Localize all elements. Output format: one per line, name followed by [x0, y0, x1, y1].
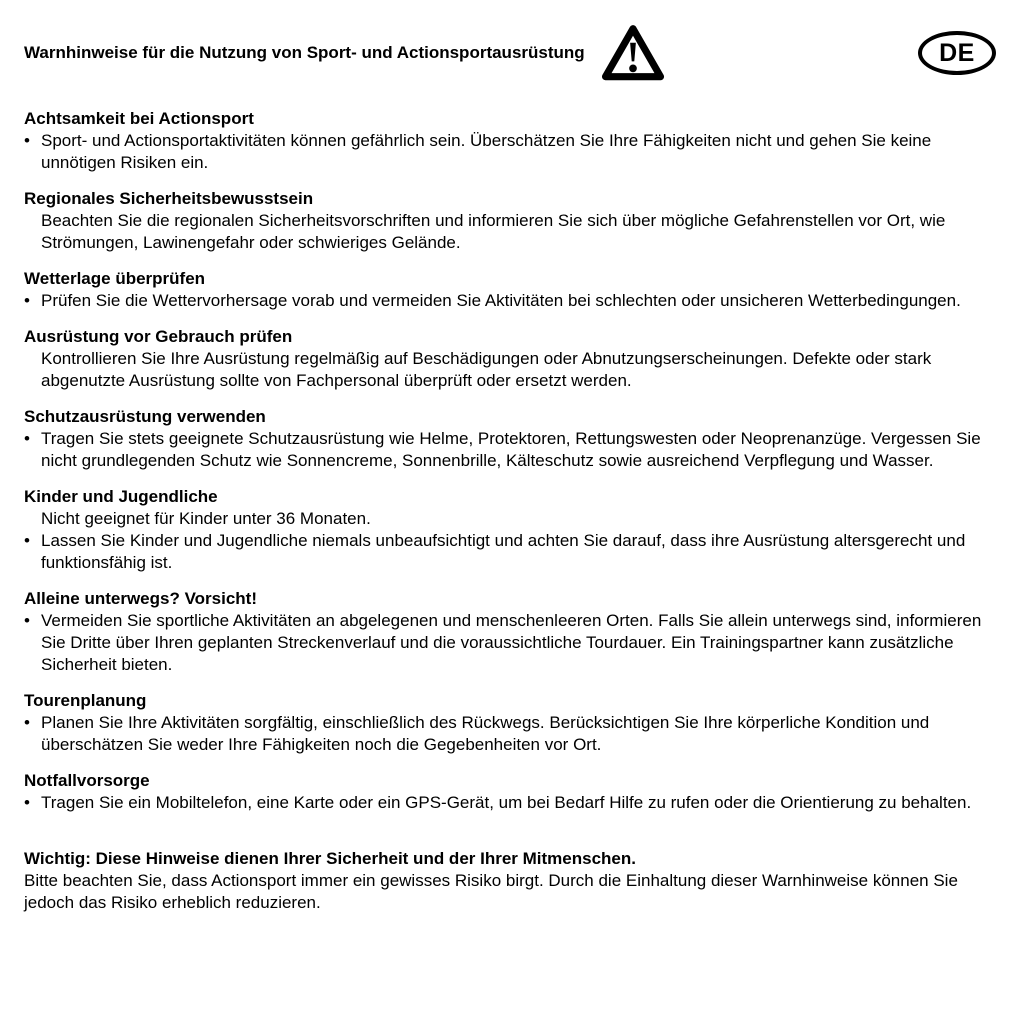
section-kinder	[24, 486, 1000, 574]
list-item	[24, 530, 1000, 574]
section-heading: Schutzausrüstung verwenden	[24, 407, 266, 426]
bullet-icon: •	[24, 793, 30, 812]
list-item-text: Nicht geeignet für Kinder unter 36 Monaten.	[41, 509, 371, 528]
language-badge	[918, 31, 996, 75]
list-item	[24, 508, 1000, 530]
section-heading: Wetterlage überprüfen	[24, 269, 206, 288]
page-title: Warnhinweise für die Nutzung von Sport- und Actionsportausrüstung	[24, 43, 585, 62]
section-heading: Notfallvorsorge	[24, 771, 150, 790]
list-item	[24, 210, 1000, 254]
section-heading: Kinder und Jugendliche	[24, 487, 218, 506]
section-schutzausruestung	[24, 406, 1000, 472]
bullet-icon: •	[24, 531, 30, 550]
section-wetterlage	[24, 268, 1000, 312]
document-header	[24, 22, 1000, 84]
list-item-text: Prüfen Sie die Wettervorhersage vorab und vermeiden Sie Aktivitäten bei schlechten oder unsicheren Wetterbedingungen.	[41, 291, 961, 310]
section-regionales	[24, 188, 1000, 254]
list-item	[24, 428, 1000, 472]
section-heading: Ausrüstung vor Gebrauch prüfen	[24, 327, 293, 346]
bullet-icon: •	[24, 291, 30, 310]
section-ausruestung	[24, 326, 1000, 392]
section-heading: Regionales Sicherheitsbewusstsein	[24, 189, 314, 208]
language-badge-label: DE	[939, 39, 975, 67]
list-item-text: Vermeiden Sie sportliche Aktivitäten an abgelegenen und menschenleeren Orten. Falls Sie allein unterwegs sind, informieren Sie Dritte über Ihren geplanten Streckenverlauf und die voraussichtliche Tourdauer. Ein Trainingspartner kann zusätzliche Sicherheit bieten.	[41, 611, 982, 674]
list-item	[24, 130, 1000, 174]
important-note-heading: Wichtig: Diese Hinweise dienen Ihrer Sicherheit und der Ihrer Mitmenschen.	[24, 849, 636, 868]
section-alleine-unterwegs	[24, 588, 1000, 676]
important-note	[24, 848, 1000, 914]
list-item	[24, 712, 1000, 756]
important-note-text: Bitte beachten Sie, dass Actionsport immer ein gewisses Risiko birgt. Durch die Einhaltung dieser Warnhinweise können Sie jedoch das Risiko erheblich reduzieren.	[24, 871, 958, 912]
bullet-icon: •	[24, 611, 30, 630]
section-heading: Achtsamkeit bei Actionsport	[24, 109, 254, 128]
list-item-text: Sport- und Actionsportaktivitäten können gefährlich sein. Überschätzen Sie Ihre Fähigkeiten nicht und gehen Sie keine unnötigen Risiken ein.	[41, 131, 932, 172]
list-item-text: Planen Sie Ihre Aktivitäten sorgfältig, einschließlich des Rückwegs. Berücksichtigen Sie Ihre körperliche Kondition und überschätzen Sie weder Ihre Fähigkeiten noch die Gegebenheiten vor Ort.	[41, 713, 930, 754]
list-item-text: Tragen Sie ein Mobiltelefon, eine Karte oder ein GPS-Gerät, um bei Bedarf Hilfe zu rufen oder die Orientierung zu behalten.	[41, 793, 972, 812]
list-item-text: Tragen Sie stets geeignete Schutzausrüstung wie Helme, Protektoren, Rettungswesten oder Neoprenanzüge. Vergessen Sie nicht grundlegenden Schutz wie Sonnencreme, Sonnenbrille, Kälteschutz sowie ausreichend Verpflegung und Wasser.	[41, 429, 981, 470]
list-item	[24, 290, 1000, 312]
list-item	[24, 348, 1000, 392]
section-notfallvorsorge	[24, 770, 1000, 814]
bullet-icon: •	[24, 429, 30, 448]
list-item	[24, 610, 1000, 676]
document-body	[24, 84, 1000, 914]
section-heading: Tourenplanung	[24, 691, 147, 710]
section-achtsamkeit	[24, 108, 1000, 174]
warning-triangle-icon	[601, 23, 665, 83]
bullet-icon: •	[24, 131, 30, 150]
section-heading: Alleine unterwegs? Vorsicht!	[24, 589, 258, 608]
list-item-text: Kontrollieren Sie Ihre Ausrüstung regelmäßig auf Beschädigungen oder Abnutzungserscheinungen. Defekte oder stark abgenutzte Ausrüstung sollte von Fachpersonal überprüft oder ersetzt werden.	[41, 349, 932, 390]
list-item-text: Lassen Sie Kinder und Jugendliche niemals unbeaufsichtigt und achten Sie darauf, dass ihre Ausrüstung altersgerecht und funktionsfähig ist.	[41, 531, 966, 572]
section-tourenplanung	[24, 690, 1000, 756]
list-item-text: Beachten Sie die regionalen Sicherheitsvorschriften und informieren Sie sich über mögliche Gefahrenstellen vor Ort, wie Strömungen, Lawinengefahr oder schwieriges Gelände.	[41, 211, 946, 252]
bullet-icon: •	[24, 713, 30, 732]
list-item	[24, 792, 1000, 814]
